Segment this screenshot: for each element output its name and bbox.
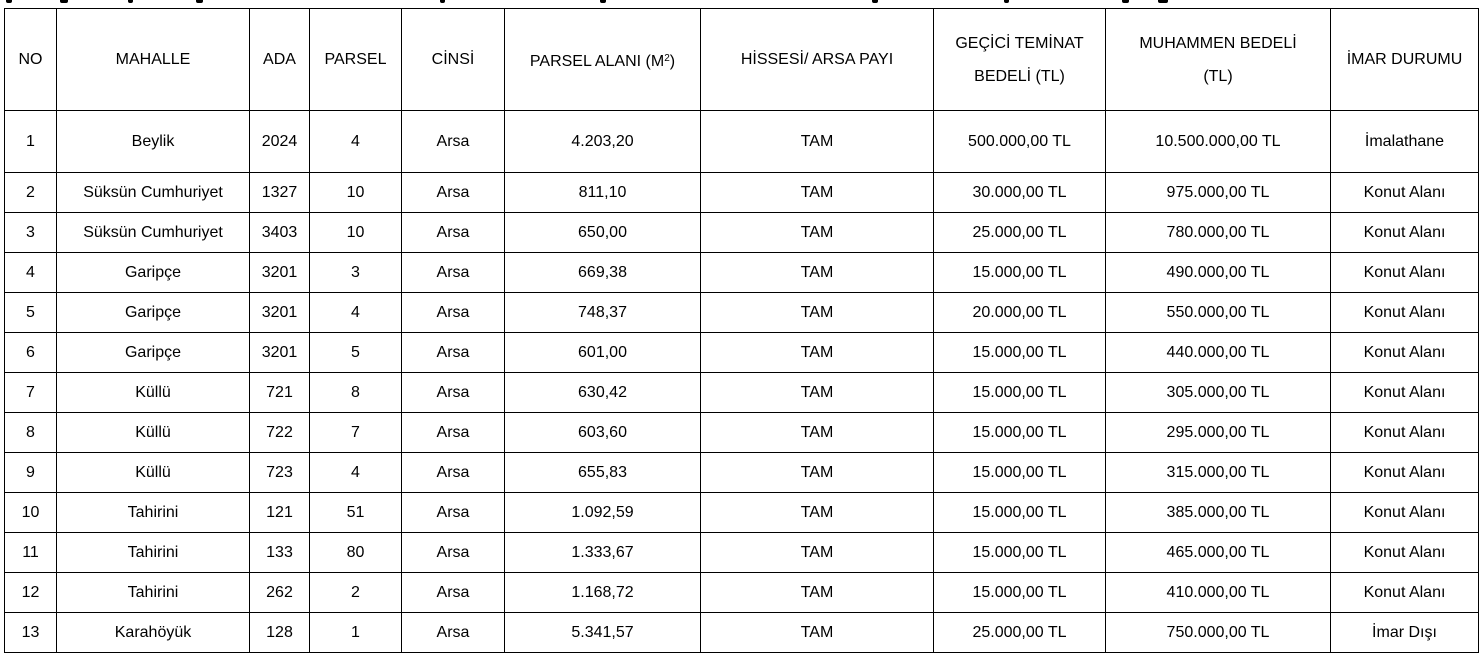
cell-mahalle: Beylik	[57, 111, 250, 173]
cell-no: 1	[5, 111, 57, 173]
cell-hisse: TAM	[701, 453, 934, 493]
cell-muhammen: 780.000,00 TL	[1106, 213, 1331, 253]
cell-teminat: 15.000,00 TL	[934, 373, 1106, 413]
table-row	[5, 293, 1479, 333]
cell-teminat: 15.000,00 TL	[934, 333, 1106, 373]
cell-no: 7	[5, 373, 57, 413]
header-teminat	[934, 9, 1106, 111]
cell-hisse: TAM	[701, 333, 934, 373]
cell-cinsi: Arsa	[402, 453, 505, 493]
cell-no: 5	[5, 293, 57, 333]
cell-imar: Konut Alanı	[1331, 213, 1479, 253]
cell-hisse: TAM	[701, 373, 934, 413]
cell-hisse: TAM	[701, 253, 934, 293]
cell-parsel: 7	[310, 413, 402, 453]
cell-alan: 1.168,72	[505, 573, 701, 613]
cell-teminat: 25.000,00 TL	[934, 213, 1106, 253]
cell-mahalle: Karahöyük	[57, 613, 250, 653]
cell-alan: 630,42	[505, 373, 701, 413]
cell-alan: 601,00	[505, 333, 701, 373]
cell-no: 8	[5, 413, 57, 453]
cell-cinsi: Arsa	[402, 333, 505, 373]
header-cinsi: CİNSİ	[402, 9, 505, 111]
cell-hisse: TAM	[701, 111, 934, 173]
header-parsel-alani	[505, 9, 701, 111]
cell-muhammen: 385.000,00 TL	[1106, 493, 1331, 533]
table-row	[5, 413, 1479, 453]
cell-alan: 603,60	[505, 413, 701, 453]
cell-imar: Konut Alanı	[1331, 573, 1479, 613]
cell-cinsi: Arsa	[402, 413, 505, 453]
cell-alan: 811,10	[505, 173, 701, 213]
cell-ada: 262	[250, 573, 310, 613]
cell-muhammen: 975.000,00 TL	[1106, 173, 1331, 213]
header-teminat-line1: GEÇİCİ TEMİNAT	[955, 34, 1084, 52]
parcel-table	[4, 8, 1479, 653]
cell-cinsi: Arsa	[402, 373, 505, 413]
cell-parsel: 51	[310, 493, 402, 533]
cell-mahalle: Küllü	[57, 453, 250, 493]
cell-ada: 2024	[250, 111, 310, 173]
cell-imar: Konut Alanı	[1331, 533, 1479, 573]
cell-teminat: 15.000,00 TL	[934, 453, 1106, 493]
cell-ada: 3201	[250, 293, 310, 333]
cell-ada: 3201	[250, 333, 310, 373]
cell-hisse: TAM	[701, 413, 934, 453]
cell-muhammen: 315.000,00 TL	[1106, 453, 1331, 493]
cell-muhammen: 410.000,00 TL	[1106, 573, 1331, 613]
cell-parsel: 2	[310, 573, 402, 613]
header-parsel-alani-suffix: )	[669, 52, 676, 70]
cell-ada: 133	[250, 533, 310, 573]
cell-ada: 3403	[250, 213, 310, 253]
cell-parsel: 4	[310, 111, 402, 173]
table-row	[5, 493, 1479, 533]
cell-imar: Konut Alanı	[1331, 373, 1479, 413]
cell-muhammen: 10.500.000,00 TL	[1106, 111, 1331, 173]
cell-alan: 655,83	[505, 453, 701, 493]
cell-mahalle: Tahirini	[57, 573, 250, 613]
cell-imar: Konut Alanı	[1331, 453, 1479, 493]
cell-no: 12	[5, 573, 57, 613]
cell-ada: 722	[250, 413, 310, 453]
cell-teminat: 20.000,00 TL	[934, 293, 1106, 333]
cell-cinsi: Arsa	[402, 111, 505, 173]
cell-no: 2	[5, 173, 57, 213]
cell-parsel: 10	[310, 213, 402, 253]
header-muhammen	[1106, 9, 1331, 111]
cell-teminat: 30.000,00 TL	[934, 173, 1106, 213]
cell-alan: 1.092,59	[505, 493, 701, 533]
cell-mahalle: Küllü	[57, 413, 250, 453]
cell-hisse: TAM	[701, 613, 934, 653]
cell-parsel: 10	[310, 173, 402, 213]
cell-mahalle: Süksün Cumhuriyet	[57, 173, 250, 213]
cell-cinsi: Arsa	[402, 253, 505, 293]
table-row	[5, 173, 1479, 213]
cell-muhammen: 550.000,00 TL	[1106, 293, 1331, 333]
cell-imar: Konut Alanı	[1331, 293, 1479, 333]
cell-no: 10	[5, 493, 57, 533]
cell-parsel: 8	[310, 373, 402, 413]
cell-ada: 721	[250, 373, 310, 413]
cell-imar: Konut Alanı	[1331, 413, 1479, 453]
cell-imar: Konut Alanı	[1331, 253, 1479, 293]
header-parsel-alani-sup: 2	[664, 52, 670, 64]
cell-no: 13	[5, 613, 57, 653]
cell-teminat: 15.000,00 TL	[934, 493, 1106, 533]
cell-parsel: 80	[310, 533, 402, 573]
cell-alan: 748,37	[505, 293, 701, 333]
cell-muhammen: 440.000,00 TL	[1106, 333, 1331, 373]
cropped-text-line	[0, 0, 1484, 8]
cell-hisse: TAM	[701, 533, 934, 573]
cell-parsel: 5	[310, 333, 402, 373]
table-row	[5, 453, 1479, 493]
cell-mahalle: Süksün Cumhuriyet	[57, 213, 250, 253]
cell-no: 3	[5, 213, 57, 253]
cell-hisse: TAM	[701, 213, 934, 253]
cell-no: 9	[5, 453, 57, 493]
table-row	[5, 373, 1479, 413]
table-row	[5, 111, 1479, 173]
header-mahalle: MAHALLE	[57, 9, 250, 111]
cell-alan: 4.203,20	[505, 111, 701, 173]
cell-alan: 650,00	[505, 213, 701, 253]
header-teminat-line2: BEDELİ (TL)	[974, 67, 1065, 85]
cell-mahalle: Tahirini	[57, 533, 250, 573]
cell-muhammen: 305.000,00 TL	[1106, 373, 1331, 413]
cell-imar: Konut Alanı	[1331, 333, 1479, 373]
cell-hisse: TAM	[701, 173, 934, 213]
table-row	[5, 213, 1479, 253]
cell-imar: Konut Alanı	[1331, 173, 1479, 213]
cell-ada: 128	[250, 613, 310, 653]
cell-cinsi: Arsa	[402, 573, 505, 613]
header-imar: İMAR DURUMU	[1331, 9, 1479, 111]
table-row	[5, 573, 1479, 613]
cell-teminat: 25.000,00 TL	[934, 613, 1106, 653]
cell-muhammen: 465.000,00 TL	[1106, 533, 1331, 573]
table-row	[5, 613, 1479, 653]
header-muhammen-line2: (TL)	[1203, 67, 1233, 85]
cell-mahalle: Küllü	[57, 373, 250, 413]
cell-cinsi: Arsa	[402, 293, 505, 333]
cell-parsel: 3	[310, 253, 402, 293]
cell-imar: İmalathane	[1331, 111, 1479, 173]
header-hissesi: HİSSESİ/ ARSA PAYI	[701, 9, 934, 111]
header-parsel: PARSEL	[310, 9, 402, 111]
cell-parsel: 1	[310, 613, 402, 653]
cell-hisse: TAM	[701, 573, 934, 613]
cell-cinsi: Arsa	[402, 213, 505, 253]
cell-ada: 1327	[250, 173, 310, 213]
cell-teminat: 500.000,00 TL	[934, 111, 1106, 173]
table-row	[5, 253, 1479, 293]
header-muhammen-line1: MUHAMMEN BEDELİ	[1139, 34, 1297, 52]
cell-parsel: 4	[310, 453, 402, 493]
cell-muhammen: 490.000,00 TL	[1106, 253, 1331, 293]
cell-alan: 669,38	[505, 253, 701, 293]
cell-teminat: 15.000,00 TL	[934, 253, 1106, 293]
cell-muhammen: 750.000,00 TL	[1106, 613, 1331, 653]
cell-cinsi: Arsa	[402, 613, 505, 653]
cell-cinsi: Arsa	[402, 533, 505, 573]
table-body	[5, 111, 1479, 653]
cell-ada: 723	[250, 453, 310, 493]
cell-parsel: 4	[310, 293, 402, 333]
cell-mahalle: Tahirini	[57, 493, 250, 533]
cell-ada: 121	[250, 493, 310, 533]
header-no: NO	[5, 9, 57, 111]
cell-cinsi: Arsa	[402, 493, 505, 533]
cell-hisse: TAM	[701, 293, 934, 333]
cell-mahalle: Garipçe	[57, 333, 250, 373]
cell-mahalle: Garipçe	[57, 253, 250, 293]
cell-no: 4	[5, 253, 57, 293]
cell-teminat: 15.000,00 TL	[934, 533, 1106, 573]
cell-muhammen: 295.000,00 TL	[1106, 413, 1331, 453]
cell-hisse: TAM	[701, 493, 934, 533]
header-parsel-alani-prefix: PARSEL ALANI (M	[529, 52, 665, 70]
cell-no: 11	[5, 533, 57, 573]
cell-alan: 1.333,67	[505, 533, 701, 573]
cell-imar: İmar Dışı	[1331, 613, 1479, 653]
cell-alan: 5.341,57	[505, 613, 701, 653]
cell-cinsi: Arsa	[402, 173, 505, 213]
table-row	[5, 533, 1479, 573]
header-ada: ADA	[250, 9, 310, 111]
cell-teminat: 15.000,00 TL	[934, 413, 1106, 453]
header-row	[5, 9, 1479, 111]
cell-no: 6	[5, 333, 57, 373]
cell-ada: 3201	[250, 253, 310, 293]
table-row	[5, 333, 1479, 373]
cell-mahalle: Garipçe	[57, 293, 250, 333]
cell-teminat: 15.000,00 TL	[934, 573, 1106, 613]
cell-imar: Konut Alanı	[1331, 493, 1479, 533]
